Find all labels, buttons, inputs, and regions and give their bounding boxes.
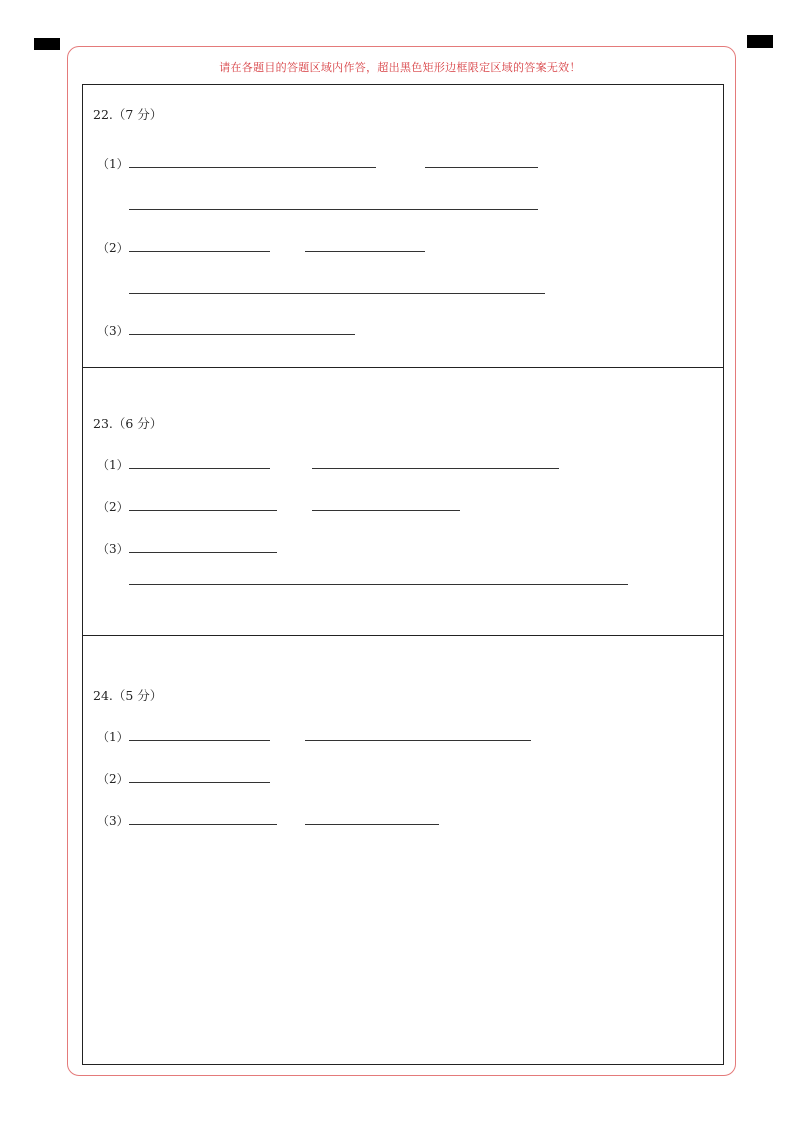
answer-box-q22 — [82, 84, 724, 368]
answer-box-q24 — [82, 635, 724, 1065]
answer-box-q23 — [82, 367, 724, 636]
answer-blank[interactable] — [129, 740, 270, 741]
alignment-marker-right — [747, 35, 773, 48]
answer-blank[interactable] — [305, 824, 439, 825]
part-label: （1） — [97, 157, 129, 171]
part-label: （2） — [97, 500, 129, 514]
answer-blank[interactable] — [129, 824, 277, 825]
answer-blank[interactable] — [305, 740, 531, 741]
part-label: （3） — [97, 542, 129, 556]
question-title: 23.（6 分） — [93, 416, 163, 431]
answer-blank[interactable] — [129, 293, 545, 294]
part-label: （2） — [97, 241, 129, 255]
alignment-marker-left — [34, 38, 60, 50]
answer-blank[interactable] — [129, 782, 270, 783]
part-label: （1） — [97, 458, 129, 472]
answer-blank[interactable] — [129, 251, 270, 252]
answer-blank[interactable] — [129, 510, 277, 511]
answer-blank[interactable] — [129, 209, 538, 210]
part-label: （1） — [97, 730, 129, 744]
part-label: （2） — [97, 772, 129, 786]
answer-blank[interactable] — [305, 251, 425, 252]
question-title: 22.（7 分） — [93, 107, 163, 122]
question-title: 24.（5 分） — [93, 688, 163, 703]
part-label: （3） — [97, 814, 129, 828]
answer-blank[interactable] — [312, 468, 559, 469]
part-label: （3） — [97, 324, 129, 338]
answer-blank[interactable] — [129, 167, 376, 168]
answer-blank[interactable] — [129, 334, 355, 335]
answer-blank[interactable] — [129, 468, 270, 469]
answer-area-notice: 请在各题目的答题区域内作答，超出黑色矩形边框限定区域的答案无效！ — [219, 61, 581, 74]
answer-blank[interactable] — [129, 584, 628, 585]
answer-blank[interactable] — [312, 510, 460, 511]
answer-blank[interactable] — [129, 552, 277, 553]
answer-blank[interactable] — [425, 167, 538, 168]
